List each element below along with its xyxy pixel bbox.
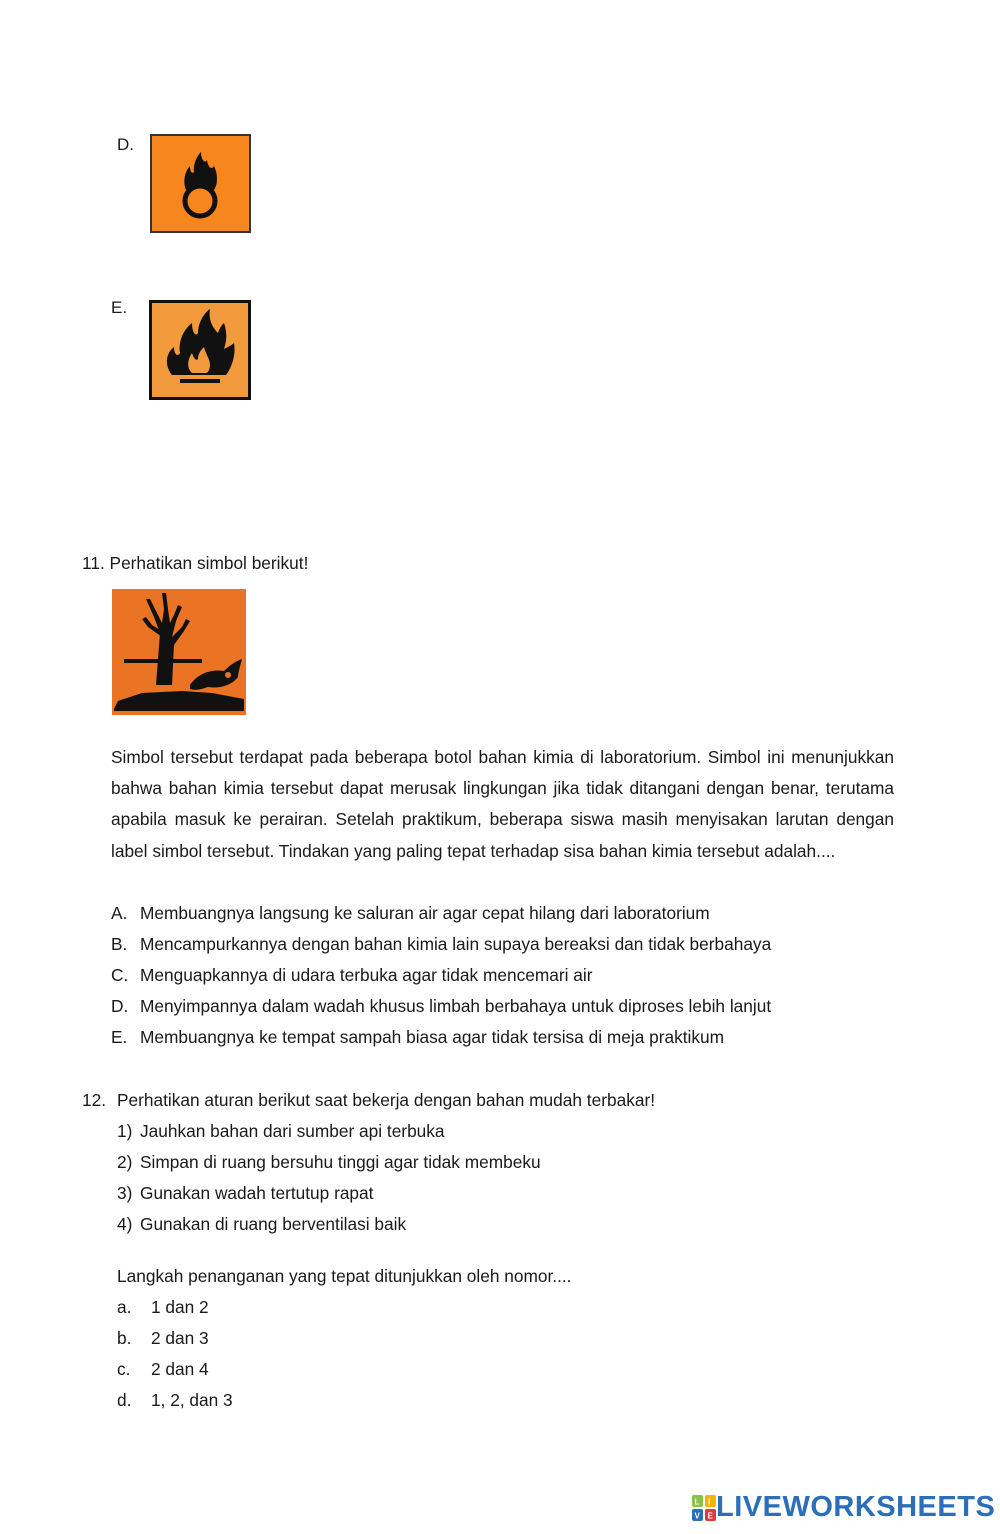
- q12-answer-c[interactable]: [117, 1359, 209, 1380]
- choice-letter: E.: [111, 1027, 128, 1047]
- answer-text: 2 dan 3: [151, 1328, 209, 1348]
- choice-text: Mencampurkannya dengan bahan kimia lain supaya bereaksi dan tidak berbahaya: [140, 934, 772, 954]
- answer-text: 1, 2, dan 3: [151, 1390, 233, 1410]
- svg-text:V: V: [694, 1511, 700, 1520]
- choice-letter: B.: [111, 934, 128, 954]
- q11-choice-c[interactable]: [111, 965, 592, 986]
- choice-text: Menguapkannya di udara terbuka agar tidak mencemari air: [140, 965, 593, 985]
- choice-text: Membuangnya ke tempat sampah biasa agar tidak tersisa di meja praktikum: [140, 1027, 725, 1047]
- answer-text: 2 dan 4: [151, 1359, 209, 1379]
- option-d-letter: D.: [117, 135, 134, 154]
- rule-number: 4): [117, 1214, 133, 1234]
- rule-text: Jauhkan bahan dari sumber api terbuka: [140, 1121, 445, 1141]
- q12-rule-2: [117, 1152, 541, 1173]
- q12-rule-3: [117, 1183, 373, 1204]
- liveworksheets-blocks-icon: [692, 1495, 716, 1521]
- environmental-hazard-icon: [112, 589, 246, 715]
- svg-text:E: E: [707, 1511, 713, 1520]
- answer-letter: c.: [117, 1359, 131, 1379]
- rule-number: 1): [117, 1121, 133, 1141]
- liveworksheets-logo[interactable]: [692, 1491, 995, 1524]
- option-e-letter: E.: [111, 298, 128, 317]
- rule-text: Simpan di ruang bersuhu tinggi agar tidak membeku: [140, 1152, 541, 1172]
- choice-letter: D.: [111, 996, 129, 1016]
- svg-text:I: I: [708, 1497, 711, 1506]
- choice-letter: C.: [111, 965, 129, 985]
- oxidizing-symbol: [150, 134, 251, 233]
- q12-rule-1: [117, 1121, 445, 1142]
- svg-text:L: L: [694, 1497, 700, 1506]
- q11-choice-d[interactable]: [111, 996, 771, 1017]
- rule-text: Gunakan wadah tertutup rapat: [140, 1183, 374, 1203]
- flammable-flame-icon: [152, 303, 248, 397]
- q12-number: 12.: [82, 1090, 107, 1110]
- q12-rule-4: [117, 1214, 406, 1235]
- q11-choice-a[interactable]: [111, 903, 710, 924]
- q11-choice-b[interactable]: [111, 934, 771, 955]
- choice-text: Menyimpannya dalam wadah khusus limbah berbahaya untuk diproses lebih lanjut: [140, 996, 772, 1016]
- q12-prompt: Langkah penanganan yang tepat ditunjukkan oleh nomor....: [117, 1266, 572, 1286]
- rule-number: 2): [117, 1152, 133, 1172]
- q12-answer-b[interactable]: [117, 1328, 209, 1349]
- answer-letter: d.: [117, 1390, 132, 1410]
- q12-title: Perhatikan aturan berikut saat bekerja dengan bahan mudah terbakar!: [117, 1090, 655, 1110]
- q11-choice-e[interactable]: [111, 1027, 724, 1048]
- flammable-symbol: [149, 300, 251, 400]
- q12-answer-a[interactable]: [117, 1297, 209, 1318]
- oxidizing-flame-over-circle-icon: [152, 136, 249, 231]
- choice-text: Membuangnya langsung ke saluran air agar cepat hilang dari laboratorium: [140, 903, 710, 923]
- q11-paragraph: Simbol tersebut terdapat pada beberapa botol bahan kimia di laboratorium. Simbol ini menunjukkan bahwa bahan kimia tersebut dapat merusak lingkungan jika tidak ditangani dengan benar, terutama apabila masuk ke perairan. Setelah praktikum, beberapa siswa masih menyisakan larutan dengan label simbol tersebut. Tindakan yang paling tepat terhadap sisa bahan kimia tersebut adalah....: [111, 747, 894, 861]
- logo-text: LIVEWORKSHEETS: [716, 1491, 996, 1523]
- answer-letter: a.: [117, 1297, 132, 1317]
- q11-title: 11. Perhatikan simbol berikut!: [82, 553, 309, 573]
- environment-symbol: [112, 589, 246, 715]
- rule-text: Gunakan di ruang berventilasi baik: [140, 1214, 407, 1234]
- answer-letter: b.: [117, 1328, 132, 1348]
- q12-answer-d[interactable]: [117, 1390, 233, 1411]
- answer-text: 1 dan 2: [151, 1297, 209, 1317]
- choice-letter: A.: [111, 903, 128, 923]
- rule-number: 3): [117, 1183, 133, 1203]
